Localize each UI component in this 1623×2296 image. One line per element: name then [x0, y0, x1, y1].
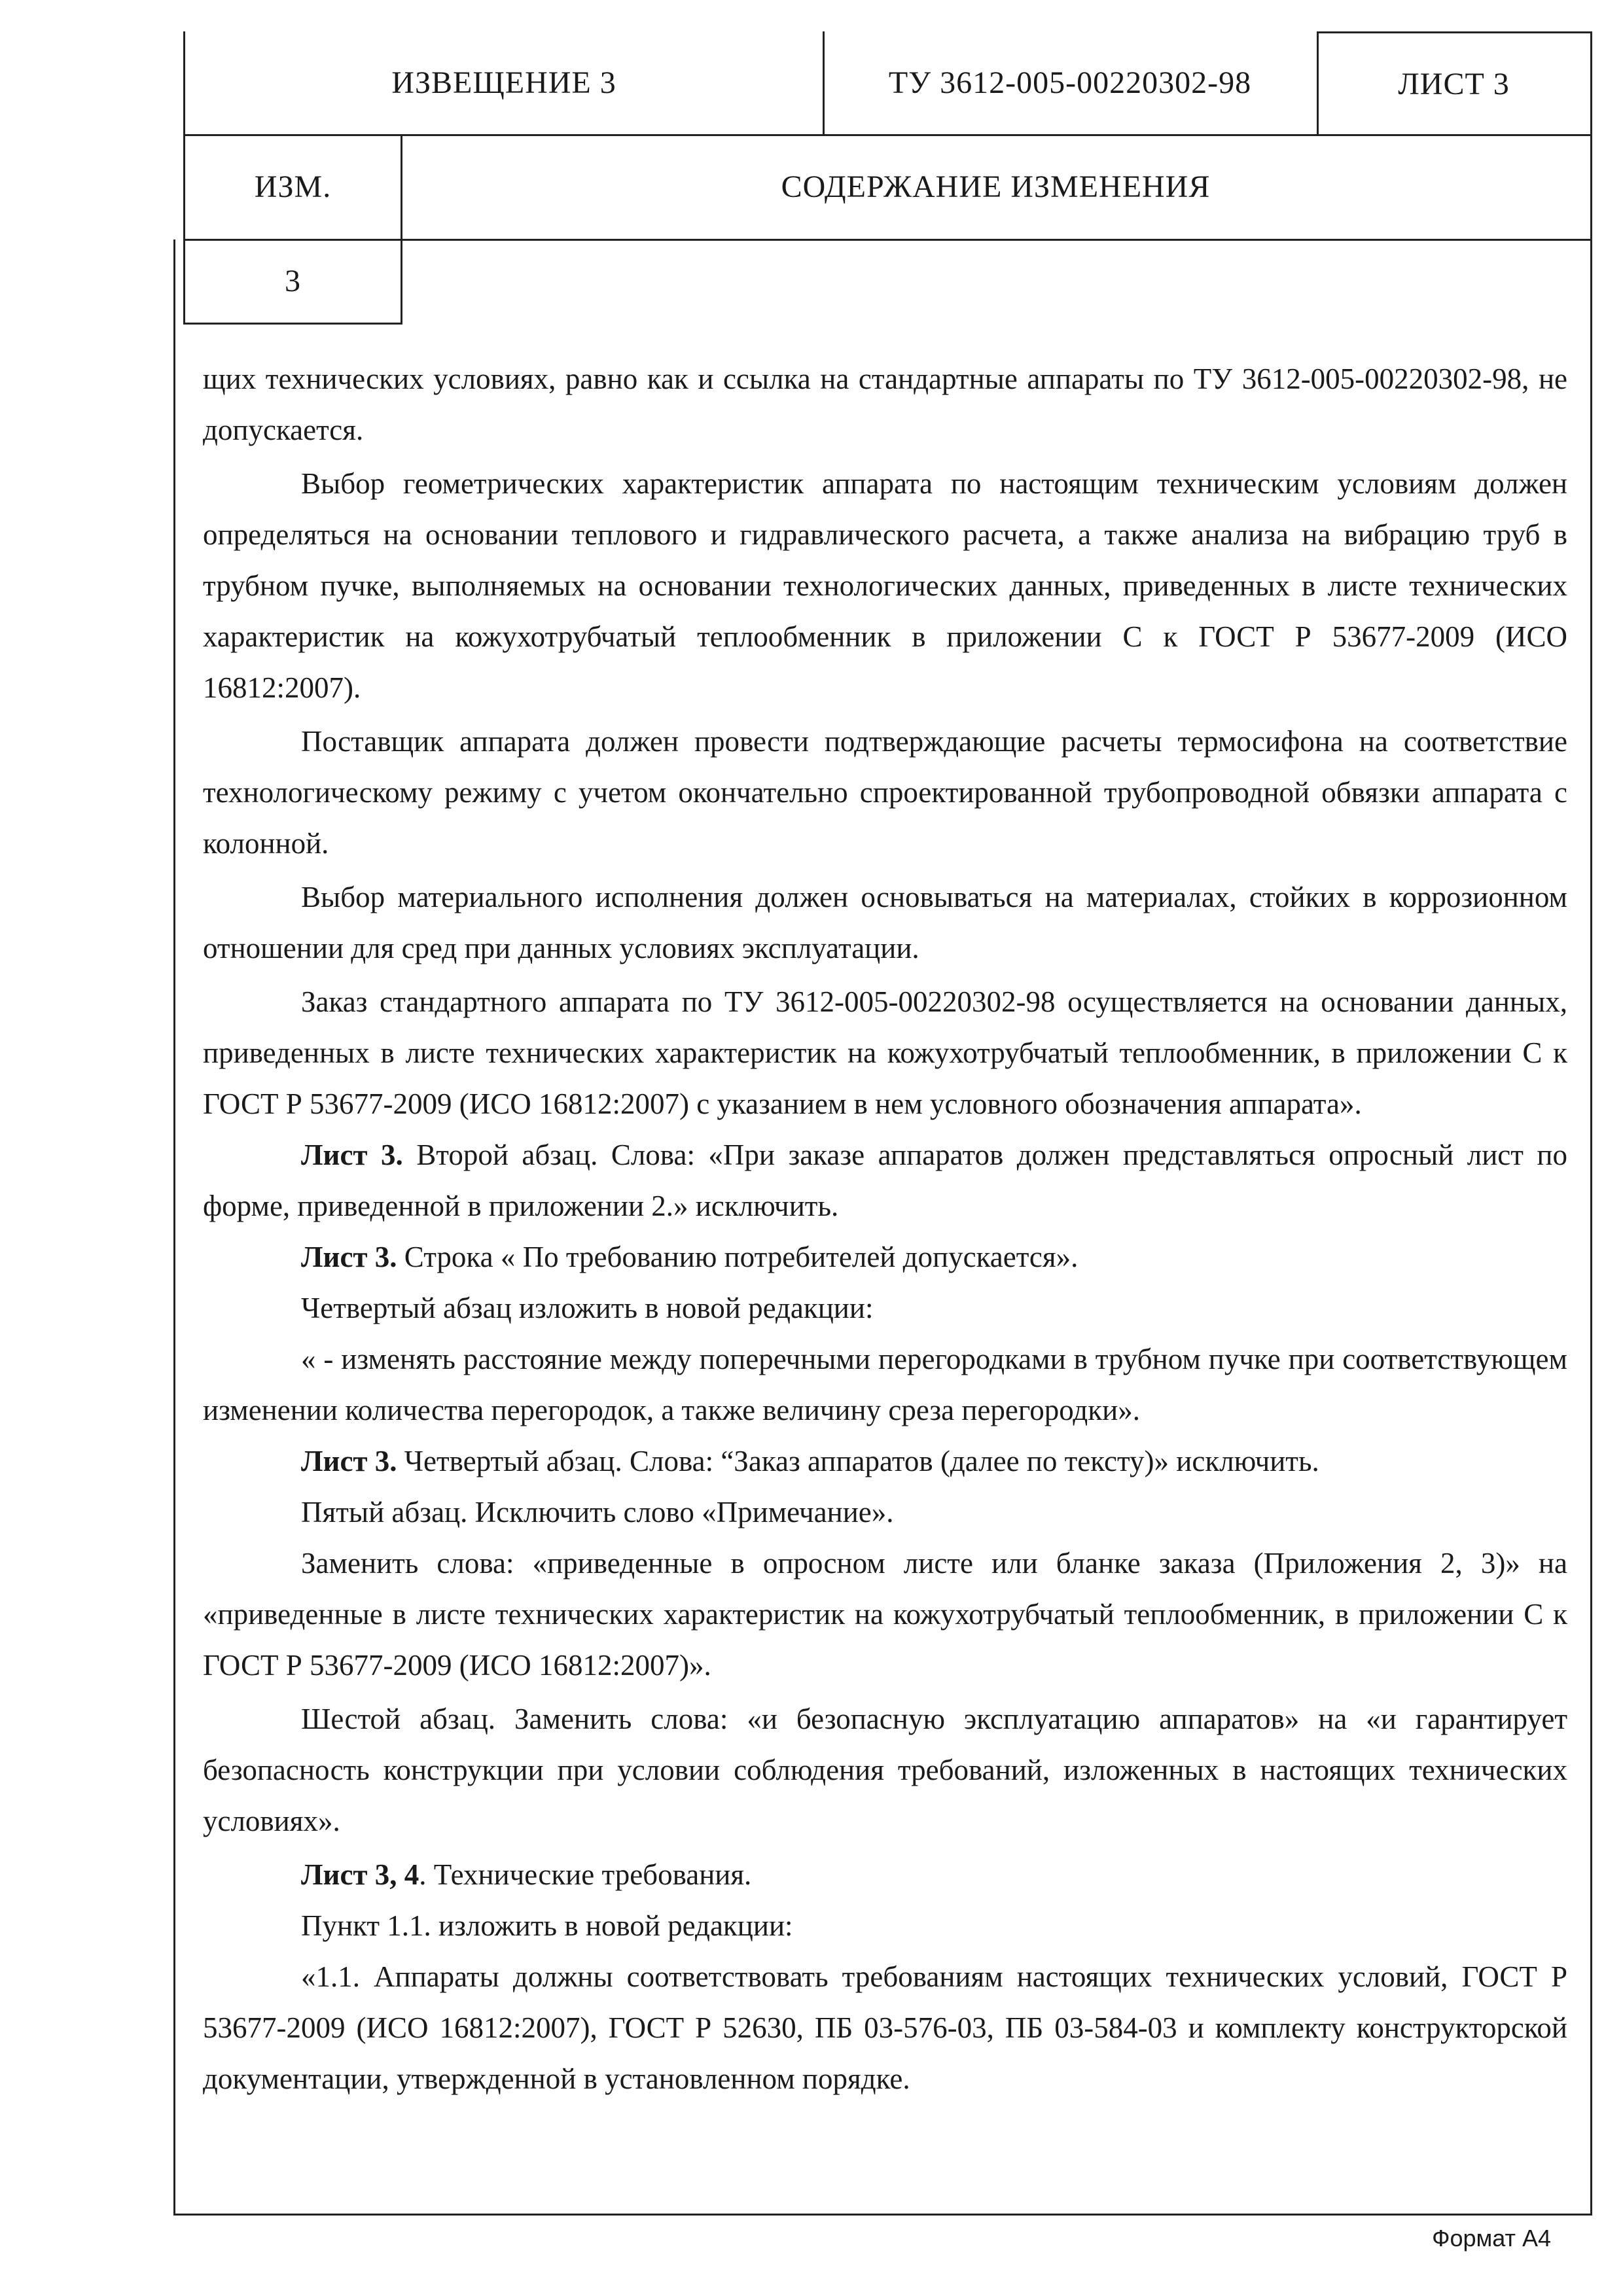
change-label-cell	[183, 135, 402, 241]
paragraph: Пункт 1.1. изложить в новой редакции:	[301, 1909, 793, 1942]
paragraph: Четвертый абзац изложить в новой редакции:	[301, 1292, 874, 1324]
change-number: 3	[285, 264, 301, 298]
paragraph: Выбор материального исполнения должен основываться на материалах, стойких в коррозионном отношении для сред при данных условиях эксплуатации.	[203, 881, 1567, 964]
paragraph: Лист 3. Второй абзац. Слова: «При заказе аппаратов должен представляться опросный лист по форме, приведенной в приложении 2.» исключить.	[203, 1139, 1567, 1222]
paragraph: Шестой абзац. Заменить слова: «и безопасную эксплуатацию аппаратов» на «и гарантирует безопасность конструкции при условии соблюдения требований, изложенных в настоящих технических условиях».	[203, 1703, 1567, 1837]
notice-cell	[183, 31, 825, 136]
paragraph: Лист 3, 4. Технические требования.	[301, 1858, 752, 1891]
paragraph: Заказ стандартного аппарата по ТУ 3612-005-00220302-98 осуществляется на основании данных, приведенных в листе технических характеристик на кожухотрубчатый теплообменник, в приложении С к ГОСТ Р 53677-2009 (ИСО 16812:2007) с указанием в нем условного обозначения аппарата».	[203, 985, 1567, 1120]
document-body	[203, 353, 1567, 2104]
paragraph: Пятый абзац. Исключить слово «Примечание».	[301, 1496, 894, 1528]
paragraph: Поставщик аппарата должен провести подтверждающие расчеты термосифона на соответствие технологическому режиму с учетом окончательно спроектированной трубопроводной обвязки аппарата с колонной.	[203, 725, 1567, 860]
paragraph: щих технических условиях, равно как и ссылка на стандартные аппараты по ТУ 3612-005-00220302-98, не допускается.	[203, 362, 1567, 446]
change-label: ИЗМ.	[254, 169, 332, 204]
spec-number: ТУ 3612-005-00220302-98	[888, 65, 1252, 100]
page-format-label: Формат А4	[1432, 2225, 1551, 2252]
change-number-cell	[183, 239, 402, 325]
sheet-cell	[1317, 31, 1592, 136]
paragraph: « - изменять расстояние между поперечными перегородками в трубном пучке при соответствующем изменении количества перегородок, а также величину среза перегородки».	[203, 1343, 1567, 1426]
notice-title: ИЗВЕЩЕНИЕ 3	[391, 65, 616, 100]
spec-cell	[823, 31, 1319, 136]
paragraph: Заменить слова: «приведенные в опросном листе или бланке заказа (Приложения 2, 3)» на «приведенные в листе технических характеристик на кожухотрубчатый теплообменник, в приложении С к ГОСТ Р 53677-2009 (ИСО 16812:2007)».	[203, 1547, 1567, 1682]
paragraph: «1.1. Аппараты должны соответствовать требованиям настоящих технических условий, ГОСТ Р 53677-2009 (ИСО 16812:2007), ГОСТ Р 52630, ПБ 03-576-03, ПБ 03-584-03 и комплекту конструкторской документации, утвержденной в установленном порядке.	[203, 1960, 1567, 2095]
paragraph: Выбор геометрических характеристик аппарата по настоящим техническим условиям должен определяться на основании теплового и гидравлического расчета, а также анализа на вибрацию труб в трубном пучке, выполняемых на основании технологических данных, приведенных в листе технических характеристик на кожухотрубчатый теплообменник в приложении С к ГОСТ Р 53677-2009 (ИСО 16812:2007).	[203, 467, 1567, 704]
sheet-number: ЛИСТ 3	[1398, 66, 1510, 101]
content-label-cell	[401, 135, 1592, 241]
paragraph: Лист 3. Строка « По требованию потребителей допускается».	[301, 1241, 1079, 1273]
content-label: СОДЕРЖАНИЕ ИЗМЕНЕНИЯ	[781, 169, 1211, 204]
paragraph: Лист 3. Четвертый абзац. Слова: “Заказ аппаратов (далее по тексту)» исключить.	[301, 1445, 1319, 1477]
